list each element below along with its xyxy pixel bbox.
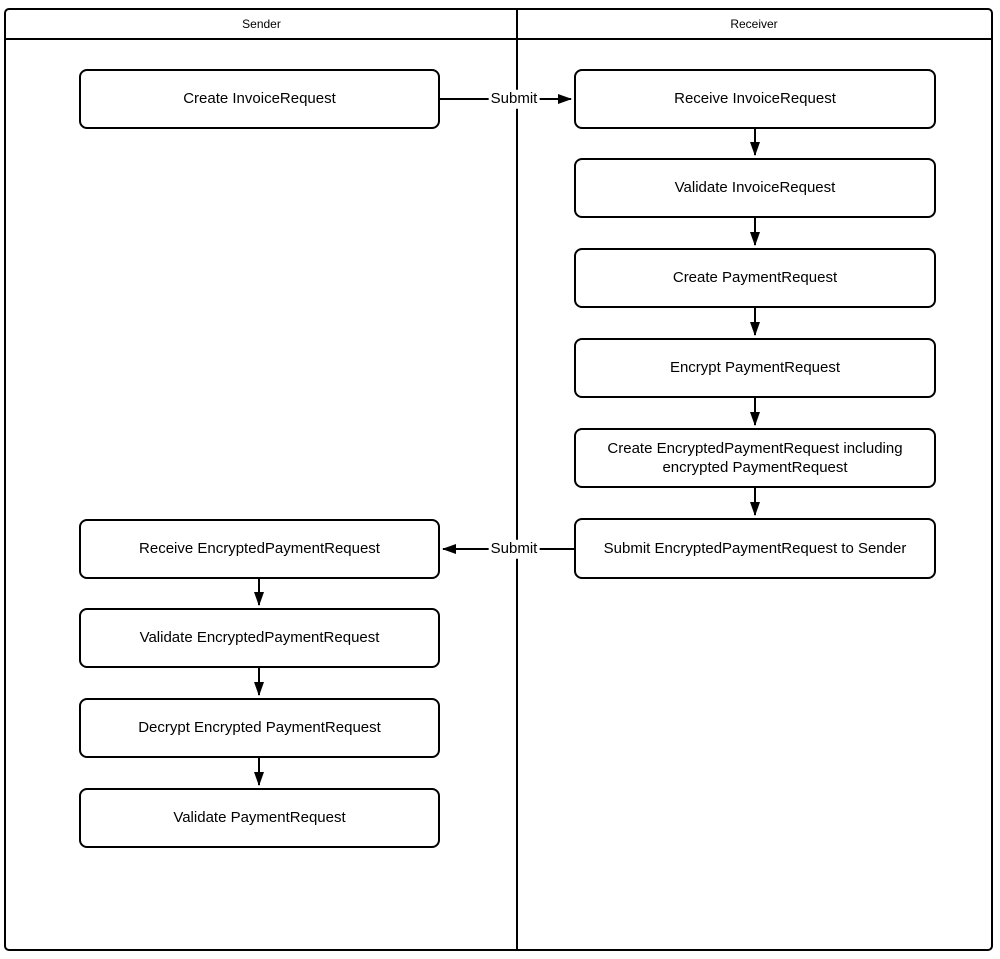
node-submit-encryptedpaymentrequest-to-sender: Submit EncryptedPaymentRequest to Sender: [574, 518, 936, 579]
edge-label-submit-to-sender: Submit: [490, 539, 538, 557]
lane-header-sender: Sender: [242, 17, 281, 31]
lane-header-receiver: Receiver: [730, 17, 778, 31]
node-validate-encryptedpaymentrequest: Validate EncryptedPaymentRequest: [79, 608, 440, 668]
node-decrypt-encrypted-paymentrequest: Decrypt Encrypted PaymentRequest: [79, 698, 440, 758]
node-validate-invoicerequest: Validate InvoiceRequest: [574, 158, 936, 218]
node-receive-invoicerequest: Receive InvoiceRequest: [574, 69, 936, 129]
node-create-invoicerequest: Create InvoiceRequest: [79, 69, 440, 129]
lane-divider: [516, 10, 518, 949]
node-create-paymentrequest: Create PaymentRequest: [574, 248, 936, 308]
node-create-encryptedpaymentrequest-including: Create EncryptedPaymentRequest including encrypted PaymentRequest: [574, 428, 936, 488]
edge-label-submit-to-receiver: Submit: [490, 89, 538, 107]
node-receive-encryptedpaymentrequest: Receive EncryptedPaymentRequest: [79, 519, 440, 579]
node-validate-paymentrequest: Validate PaymentRequest: [79, 788, 440, 848]
node-encrypt-paymentrequest: Encrypt PaymentRequest: [574, 338, 936, 398]
lane-header-row: [6, 10, 991, 40]
